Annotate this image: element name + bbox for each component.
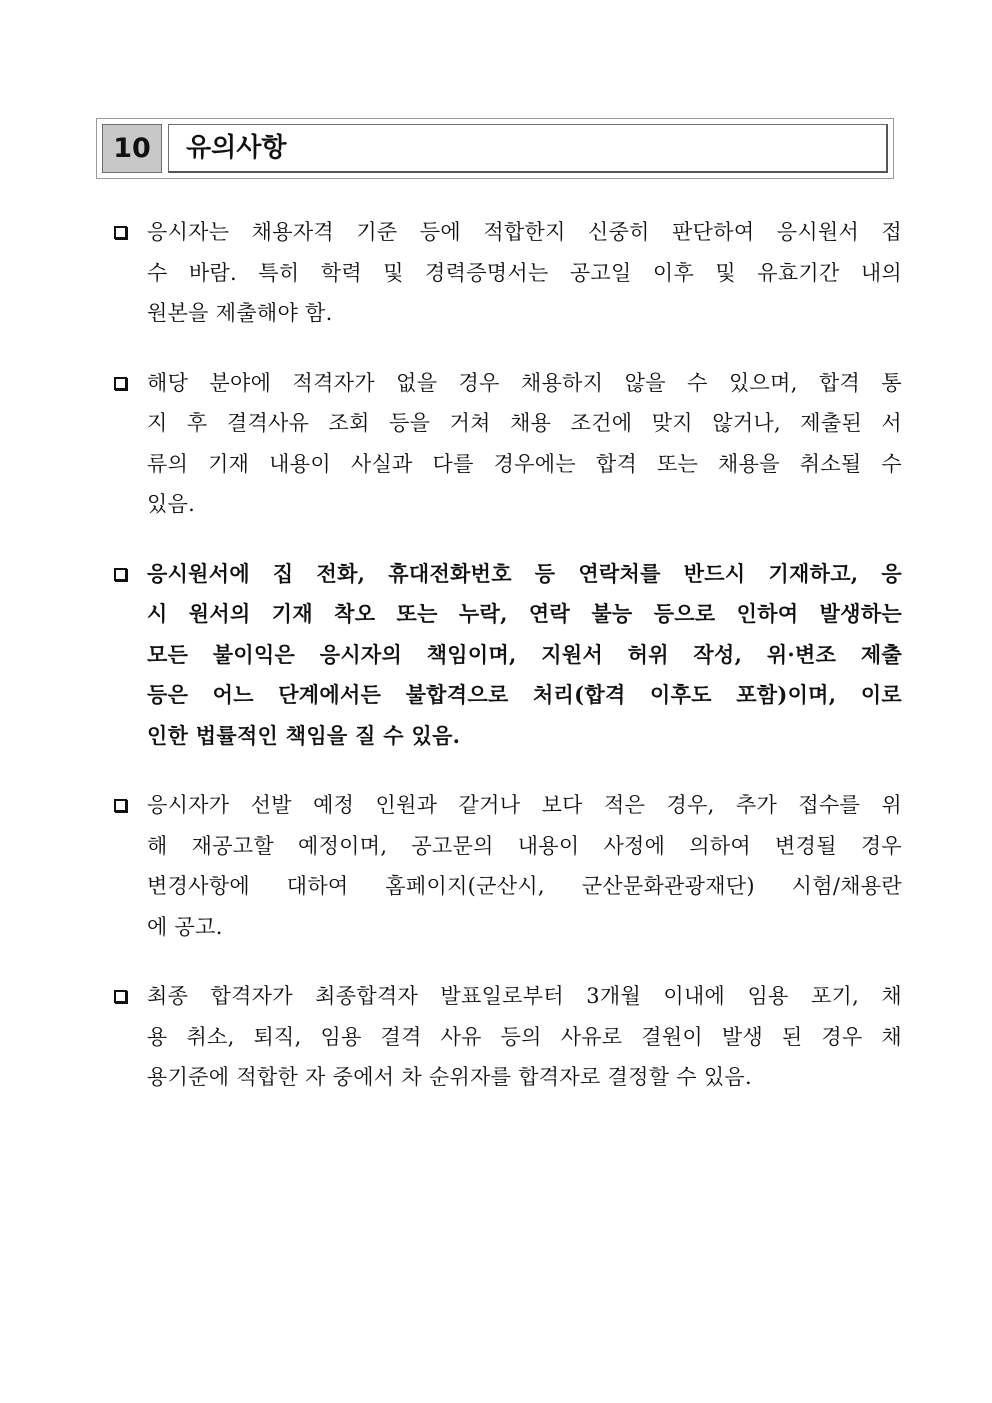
- notice-list: [112, 212, 902, 1127]
- checkbox-bullet-icon: [114, 377, 127, 390]
- notice-line: 응시원서에 집 전화, 휴대전화번호 등 연락처를 반드시 기재하고, 응: [147, 560, 902, 586]
- section-number: 10: [102, 124, 162, 173]
- notice-line: 지 후 결격사유 조회 등을 거쳐 채용 조건에 맞지 않거나, 제출된 서: [147, 411, 902, 435]
- notice-line: 수 바람. 특히 학력 및 경력증명서는 공고일 이후 및 유효기간 내의: [147, 260, 902, 285]
- notice-line: 해당 분야에 적격자가 없을 경우 채용하지 않을 수 있으며, 합격 통: [147, 370, 902, 395]
- section-title: 유의사항: [186, 133, 287, 163]
- notice-item: [112, 363, 902, 525]
- notice-line: 응시자가 선발 예정 인원과 같거나 보다 적은 경우, 추가 접수를 위: [147, 793, 902, 817]
- notice-line: 류의 기재 내용이 사실과 다를 경우에는 합격 또는 채용을 취소될 수: [147, 451, 902, 476]
- notice-item: [112, 976, 902, 1098]
- checkbox-bullet-icon: [114, 226, 127, 239]
- notice-line: 최종 합격자가 최종합격자 발표일로부터 3개월 이내에 임용 포기, 채: [147, 984, 902, 1008]
- notice-line: 인한 법률적인 책임을 질 수 있음.: [147, 722, 461, 748]
- notice-line: 등은 어느 단계에서든 불합격으로 처리(합격 이후도 포함)이며, 이로: [147, 682, 902, 707]
- notice-line: 시 원서의 기재 착오 또는 누락, 연락 불능 등으로 인하여 발생하는: [147, 601, 902, 626]
- section-header: [96, 118, 894, 179]
- notice-line: 에 공고.: [147, 914, 223, 939]
- checkbox-bullet-icon: [114, 990, 127, 1003]
- notice-line: 모든 불이익은 응시자의 책임이며, 지원서 허위 작성, 위·변조 제출: [147, 641, 902, 667]
- notice-line: 해 재공고할 예정이며, 공고문의 내용이 사정에 의하여 변경될 경우: [147, 833, 902, 858]
- notice-item-important: [112, 554, 902, 757]
- section-title-box: [168, 124, 888, 173]
- notice-line: 용 취소, 퇴직, 임용 결격 사유 등의 사유로 결원이 발생 된 경우 채: [147, 1024, 902, 1049]
- checkbox-bullet-icon: [114, 799, 127, 812]
- notice-line: 원본을 제출해야 함.: [147, 301, 333, 325]
- checkbox-bullet-icon: [114, 568, 127, 581]
- notice-line: 응시자는 채용자격 기준 등에 적합한지 신중히 판단하여 응시원서 접: [147, 220, 902, 244]
- notice-line: 변경사항에 대하여 홈페이지(군산시, 군산문화관광재단) 시험/채용란: [147, 874, 902, 898]
- notice-item: [112, 785, 902, 947]
- notice-item: [112, 212, 902, 334]
- notice-line: 있음.: [147, 492, 196, 516]
- notice-line: 용기준에 적합한 자 중에서 차 순위자를 합격자로 결정할 수 있음.: [147, 1065, 752, 1089]
